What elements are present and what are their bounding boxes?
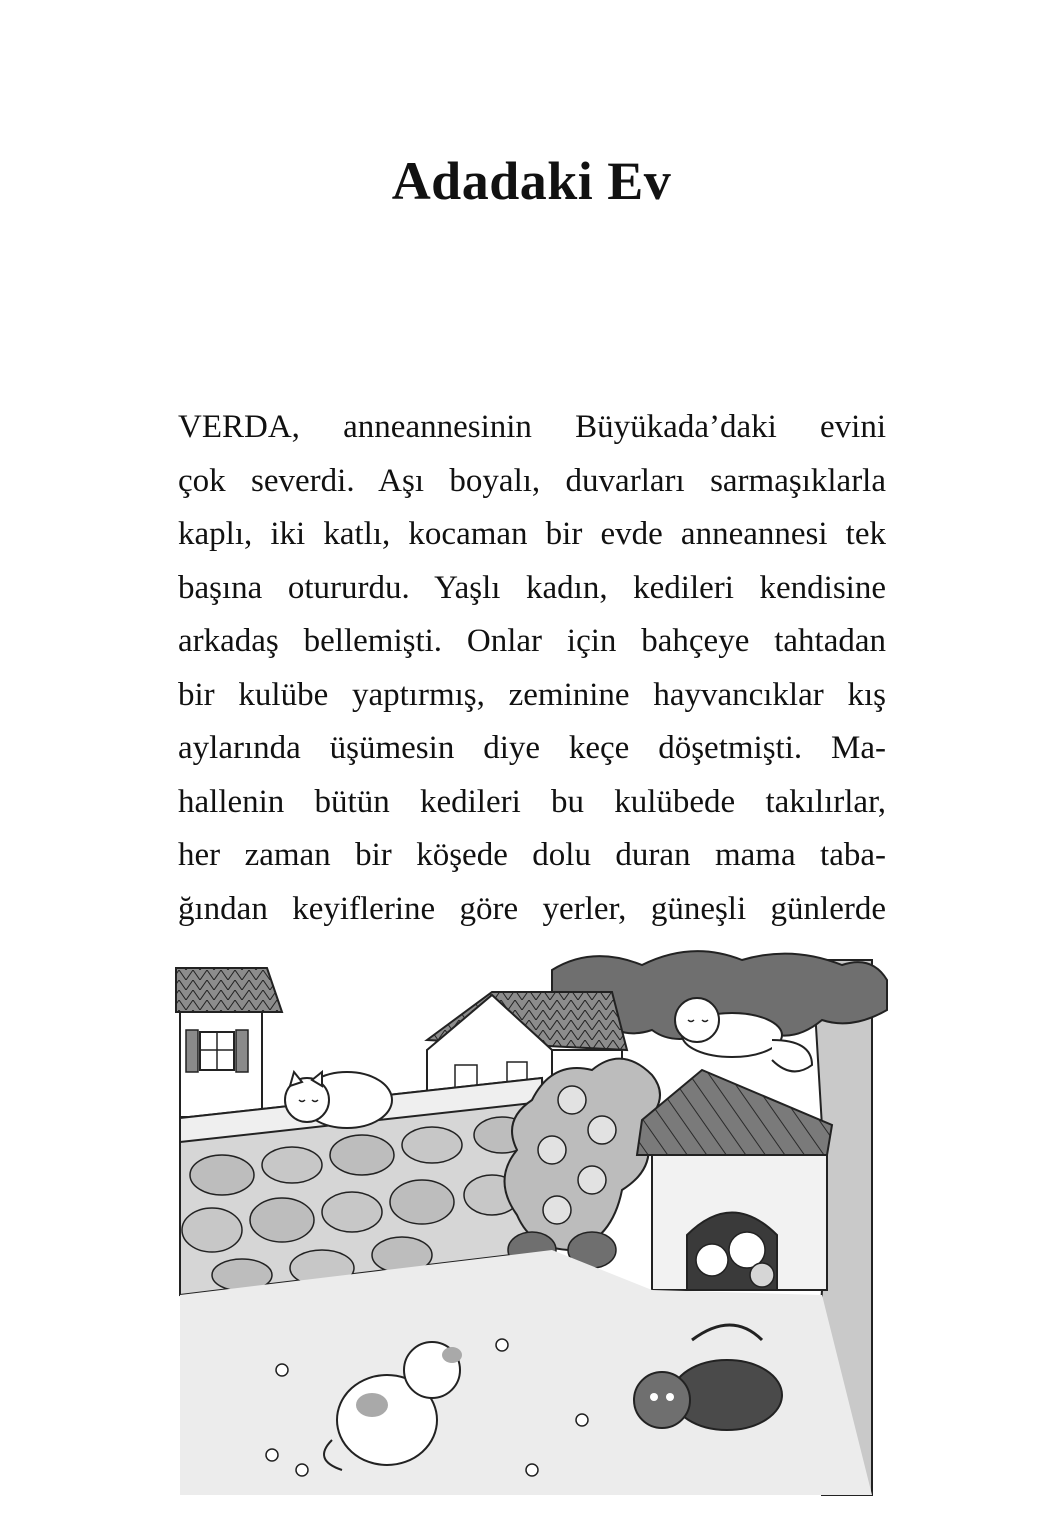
chapter-title: Adadaki Ev xyxy=(391,151,672,211)
paragraph-line: ğından keyiflerine göre yerler, güneşli günlerde xyxy=(178,890,886,927)
paragraph-line: VERDA, anneannesinin Büyükada’daki evini xyxy=(178,409,886,445)
paragraph-line: arkadaş bellemişti. Onlar için bahçeye tahtadan xyxy=(178,623,886,659)
paragraph-line: hallenin bütün kedileri bu kulübede takılırlar, xyxy=(178,783,886,820)
paragraph-line: çok severdi. Aşı boyalı, duvarları sarmaşıklarla xyxy=(178,462,886,499)
cat-on-wall-icon xyxy=(285,1072,392,1128)
paragraph-line: bir kulübe yaptırmış, zeminine hayvancıklar kış xyxy=(178,676,886,713)
paragraph-line: başına otururdu. Yaşlı kadın, kedileri kendisine xyxy=(178,569,886,606)
left-house-icon xyxy=(176,968,282,1117)
cat-house-icon xyxy=(637,1070,832,1290)
paragraph-line: kaplı, iki katlı, kocaman bir evde anneannesi tek xyxy=(178,516,886,552)
body-paragraph xyxy=(178,401,886,936)
paragraph-line: her zaman bir köşede dolu duran mama taba- xyxy=(178,837,886,873)
garden-cats-illustration xyxy=(172,950,892,1520)
paragraph-line: aylarında üşümesin diye keçe döşetmişti. Ma- xyxy=(178,730,886,766)
